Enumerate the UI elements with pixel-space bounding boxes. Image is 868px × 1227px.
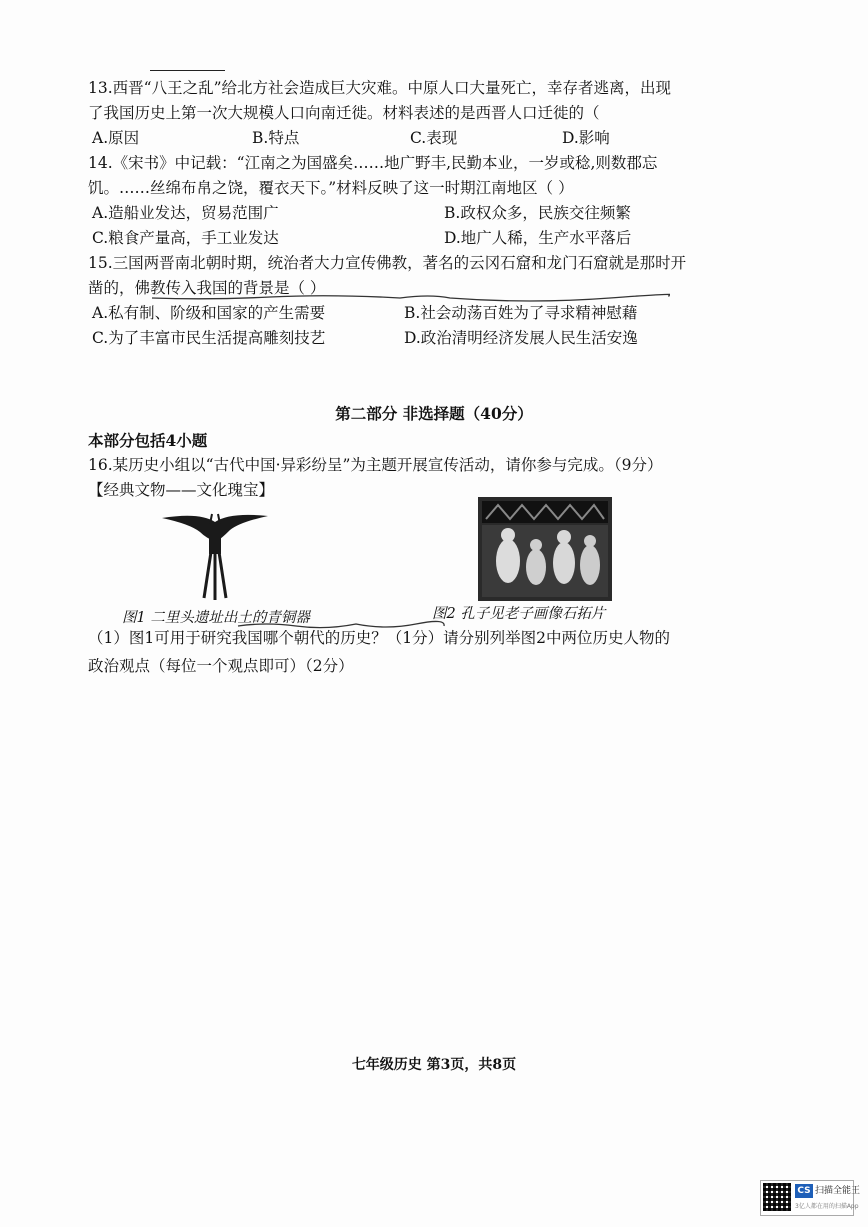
q15-option-d: D.政治清明经济发展人民生活安逸 — [404, 329, 638, 347]
figure2-caption: 图2 孔子见老子画像石拓片 — [432, 606, 606, 622]
q13-option-c: C.表现 — [410, 129, 458, 147]
q15-stem-line1: 15.三国两晋南北朝时期，统治者大力宣传佛教，著名的云冈石窟和龙门石窟就是那时开 — [88, 254, 687, 272]
stone-rubbing-image — [478, 497, 612, 601]
qr-code-icon — [763, 1183, 791, 1211]
q14-stem-line2: 饥。……丝绵布帛之饶，覆衣天下。”材料反映了这一时期江南地区（ ） — [88, 179, 574, 197]
q15-option-b: B.社会动荡百姓为了寻求精神慰藉 — [404, 304, 638, 322]
scanner-app-name: 扫描全能王 — [815, 1186, 861, 1196]
q15-stem-line2: 凿的，佛教传入我国的背景是（ ） — [88, 279, 326, 297]
q13-option-a: A.原因 — [92, 129, 140, 147]
part2-title: 第二部分 非选择题（40分） — [335, 404, 533, 423]
q13-stem-line2: 了我国历史上第一次大规模人口向南迁徙。材料表述的是西晋人口迁徙的（ — [88, 104, 600, 122]
q13-stem-line1: 13.西晋“八王之乱”给北方社会造成巨大灾难。中原人口大量死亡，幸存者逃离，出现 — [88, 79, 672, 97]
q16-stem: 16.某历史小组以“古代中国·异彩纷呈”为主题开展宣传活动，请你参与完成。（9分） — [88, 456, 663, 474]
figure1-caption: 图1 二里头遗址出土的青铜器 — [122, 610, 310, 626]
q15-option-c: C.为了丰富市民生活提高雕刻技艺 — [92, 329, 326, 347]
q14-option-a: A.造船业发达，贸易范围广 — [92, 204, 279, 222]
q14-option-d: D.地广人稀，生产水平落后 — [444, 229, 632, 247]
scanner-watermark — [760, 1180, 861, 1216]
scanner-app-tagline: 3亿人都在用的扫描App — [795, 1203, 859, 1210]
q15-option-a: A.私有制、阶级和国家的产生需要 — [92, 304, 326, 322]
part2-note: 本部分包括4小题 — [88, 431, 208, 450]
q16-sub1-line1: （1）图1可用于研究我国哪个朝代的历史？（1分）请分别列举图2中两位历史人物的 — [88, 629, 670, 647]
q16-sub1-line2: 政治观点（每位一个观点即可）（2分） — [88, 657, 354, 675]
top-mark — [150, 70, 225, 71]
q13-option-d: D.影响 — [562, 129, 610, 147]
camscanner-logo-icon: CS — [795, 1184, 813, 1198]
q13-option-b: B.特点 — [252, 129, 300, 147]
page-footer: 七年级历史 第3页，共8页 — [351, 1057, 517, 1073]
q16-heading: 【经典文物——文化瑰宝】 — [88, 481, 275, 499]
q14-option-b: B.政权众多，民族交往频繁 — [444, 204, 631, 222]
bronze-vessel-image — [160, 508, 270, 603]
q14-stem-line1: 14.《宋书》中记载：“江南之为国盛矣……地广野丰,民勤本业，一岁或稔,则数郡忘 — [88, 154, 658, 172]
q14-option-c: C.粮食产量高，手工业发达 — [92, 229, 279, 247]
